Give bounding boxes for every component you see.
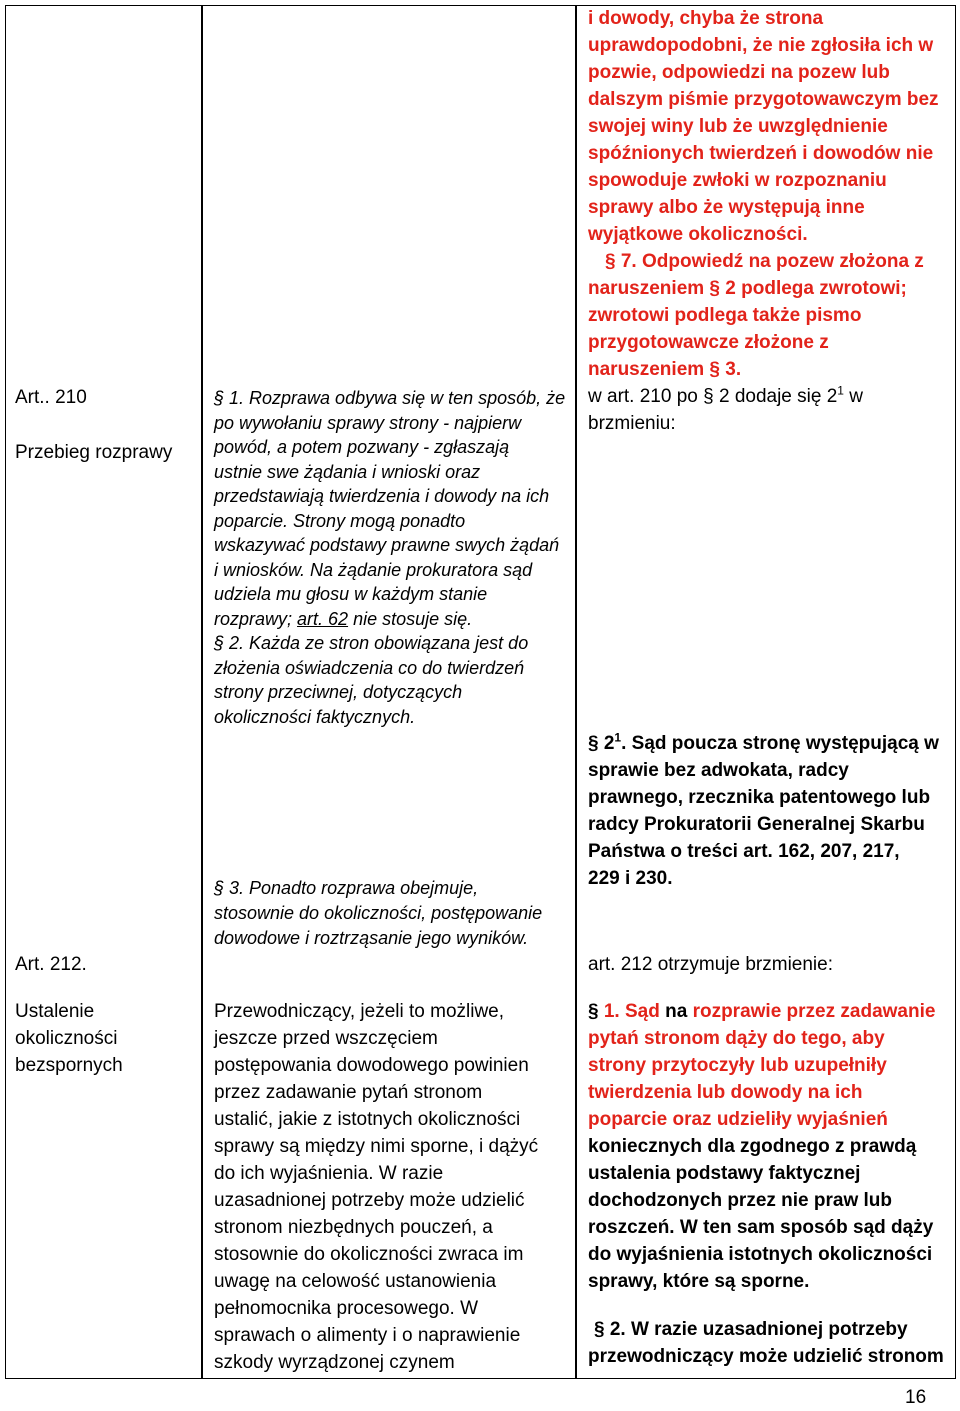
text-line: okoliczności faktycznych. <box>214 706 416 727</box>
text-line <box>588 730 939 757</box>
amended-text-line: § 7. Odpowiedź na pozew złożona z <box>605 251 924 272</box>
text-line: Państwa o treści art. 162, 207, 217, <box>588 841 900 862</box>
text-segment: . Sąd poucza stronę występującą w <box>621 733 939 754</box>
text-line: wskazywać podstawy prawne swych żądań <box>214 535 560 555</box>
amended-text-line: sprawy albo że występują inne <box>588 197 865 218</box>
text-line: przez zadawanie pytań stronom <box>214 1082 483 1103</box>
text-line: przedstawiają twierdzenia i dowody na ich <box>214 486 550 506</box>
text-line: roszczeń. W ten sam sposób sąd dąży <box>588 1217 934 1238</box>
text-line: radcy Prokuratorii Generalnej Skarbu <box>588 814 925 835</box>
column-divider <box>201 5 203 1379</box>
art212-title <box>15 998 123 1079</box>
art212-current-text <box>214 998 538 1376</box>
text-line: ustnie swe żądania i wnioski oraz <box>214 461 481 482</box>
text-line: szkody wyrządzonej czynem <box>214 1352 455 1373</box>
art210-amended-tail <box>588 5 939 437</box>
art212-new-par2 <box>588 1316 944 1370</box>
text-line: dochodzonych przez nie praw lub <box>588 1190 893 1211</box>
text-line: § 3. Ponadto rozprawa obejmuje, <box>214 878 479 898</box>
text-line: koniecznych dla zgodnego z prawdą <box>588 1136 917 1157</box>
text-line: 229 i 230. <box>588 868 673 889</box>
text-line: stosownie do okoliczności, postępowanie <box>214 903 543 923</box>
amended-text-line: dalszym piśmie przygotowawczym bez <box>588 89 939 110</box>
superscript: 1 <box>614 730 622 745</box>
text-line: przewodniczący może udzielić stronom <box>588 1346 944 1367</box>
amended-text-line: przygotowawcze złożone z <box>588 332 829 353</box>
text-line: Przewodniczący, jeżeli to możliwe, <box>214 1001 505 1022</box>
amendment-intro-line <box>588 383 939 410</box>
page-number: 16 <box>905 1387 927 1408</box>
text-segment: na <box>659 1001 693 1022</box>
art210-title: Przebieg rozprawy <box>15 442 173 463</box>
superscript: 1 <box>837 383 844 398</box>
text-line: strony przeciwnej, dotyczących <box>214 682 463 702</box>
text-segment: w art. 210 po § 2 dodaje się 2 <box>588 386 838 407</box>
art212-title-line: bezspornych <box>15 1055 123 1076</box>
text-line: stosownie do okoliczności zwraca im <box>214 1244 524 1265</box>
amended-segment: rozprawie przez zadawanie <box>692 1001 936 1022</box>
amended-text-line: uprawdopodobni, że nie zgłosiła ich w <box>588 35 934 56</box>
text-line: udziela mu głosu w każdym stanie <box>214 584 488 604</box>
art212-new-par1 <box>588 998 935 1295</box>
text-line: sprawach o alimenty i o naprawienie <box>214 1325 521 1346</box>
text-line: pełnomocnika procesowego. W <box>214 1298 479 1319</box>
article-reference-link[interactable]: art. 62 <box>297 608 349 629</box>
text-line: § 2. Każda ze stron obowiązana jest do <box>214 633 529 653</box>
art212-amendment-intro: art. 212 otrzymuje brzmienie: <box>588 954 833 975</box>
text-line: stronom niezbędnych pouczeń, a <box>214 1217 493 1238</box>
text-line: ustalenia podstawy faktycznej <box>588 1163 861 1184</box>
text-line: do wyjaśnienia istotnych okoliczności <box>588 1244 933 1265</box>
art212-title-line: Ustalenie <box>15 1001 95 1022</box>
text-segment: nie stosuje się. <box>348 608 473 629</box>
text-line: § 1. Rozprawa odbywa się w ten sposób, że <box>214 388 566 408</box>
column-divider <box>575 5 577 1379</box>
amended-text-line: pytań stronom dąży do tego, aby <box>588 1028 885 1049</box>
amended-text-line: i dowody, chyba że strona <box>588 8 824 29</box>
art210-number: Art.. 210 <box>15 387 87 408</box>
amendment-intro-line: brzmieniu: <box>588 413 676 434</box>
text-line: poparcie. Strony mogą ponadto <box>214 510 466 531</box>
text-line: uwagę na celowość ustanowienia <box>214 1271 497 1292</box>
amended-text-line: zwrotowi podlega także pismo <box>588 305 862 326</box>
text-line: sprawie bez adwokata, radcy <box>588 760 849 781</box>
text-line: złożenia oświadczenia co do twierdzeń <box>214 657 525 678</box>
text-line: i wniosków. Na żądanie prokuratora sąd <box>214 559 533 580</box>
text-line: postępowania dowodowego powinien <box>214 1055 529 1076</box>
art212-title-line: okoliczności <box>15 1028 118 1049</box>
text-line: dowodowe i roztrząsanie jego wyników. <box>214 928 529 948</box>
amended-segment: 1. Sąd <box>603 1001 660 1022</box>
amended-text-line: poparcie oraz udzieliły wyjaśnień <box>588 1109 888 1130</box>
text-line: § 2. W razie uzasadnionej potrzeby <box>594 1319 908 1340</box>
amended-text-line: naruszeniem § 2 podlega zwrotowi; <box>588 278 907 299</box>
amended-text-line: spowoduje zwłoki w rozpoznaniu <box>588 170 887 191</box>
text-line: po wywołaniu sprawy strony - najpierw <box>214 412 522 433</box>
text-line: prawnego, rzecznika patentowego lub <box>588 787 931 808</box>
amended-text-line: pozwie, odpowiedzi na pozew lub <box>588 62 890 83</box>
text-segment: rozprawy; <box>214 608 298 629</box>
text-line <box>214 607 565 632</box>
text-line: sprawy, które są sporne. <box>588 1271 810 1292</box>
text-segment: w <box>843 386 863 407</box>
art212-number: Art. 212. <box>15 954 87 975</box>
amended-text-line: wyjątkowe okoliczności. <box>588 224 808 245</box>
art210-current-par1-2 <box>214 386 565 729</box>
paragraph-number: § 2 <box>588 733 615 754</box>
amended-text-line: strony przytoczyły lub uzupełniły <box>588 1055 887 1076</box>
text-line <box>588 998 935 1025</box>
amended-text-line: spóźnionych twierdzeń i dowodów nie <box>588 143 934 164</box>
amended-text-line: twierdzenia lub dowody na ich <box>588 1082 863 1103</box>
amended-text-line: naruszeniem § 3. <box>588 359 742 380</box>
text-line: powód, a potem pozwany - zgłaszają <box>214 437 510 457</box>
text-line: ustalić, jakie z istotnych okoliczności <box>214 1109 521 1130</box>
art210-new-par2-1 <box>588 730 939 892</box>
text-line: uzasadnionej potrzeby może udzielić <box>214 1190 525 1211</box>
text-line: do ich wyjaśnienia. W razie <box>214 1163 444 1184</box>
art210-current-par3 <box>214 876 542 951</box>
amended-text-line: swojej winy lub że uwzględnienie <box>588 116 888 137</box>
text-line: jeszcze przed wszczęciem <box>214 1028 438 1049</box>
text-line: sprawy są między nimi sporne, i dążyć <box>214 1136 539 1157</box>
paragraph-sign: § <box>588 1001 604 1022</box>
